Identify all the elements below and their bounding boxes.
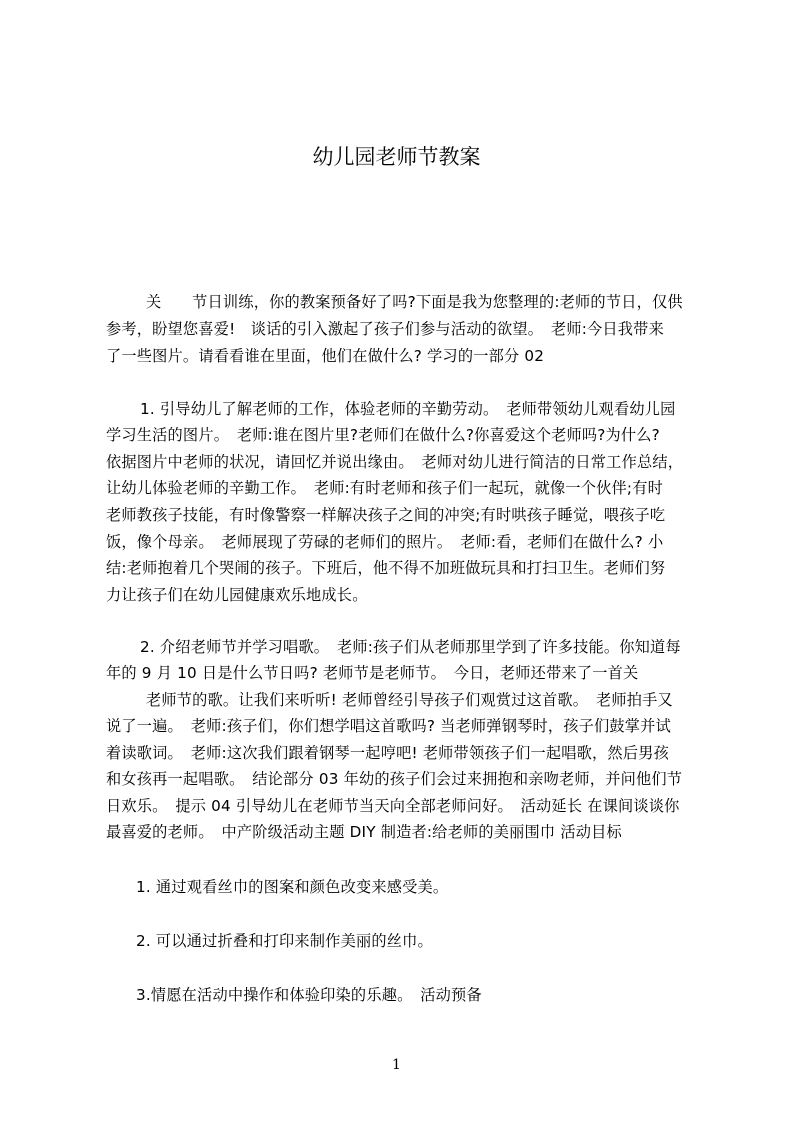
paragraph-line: 依据图片中老师的状况，请回忆并说出缘由。 老师对幼儿进行简洁的日常工作总结， xyxy=(106,453,684,471)
paragraph-line: 和女孩再一起唱歌。 结论部分 03 年幼的孩子们会过来拥抱和亲吻老师，并问他们节 xyxy=(106,770,683,788)
paragraph-line: 老师节的歌。让我们来听听! 老师曾经引导孩子们观赏过这首歌。 老师拍手又 xyxy=(146,691,673,709)
paragraph-line: 着读歌词。 老师:这次我们跟着钢琴一起哼吧! 老师带领孩子们一起唱歌，然后男孩 xyxy=(106,744,669,762)
paragraph-line: 关 节日训练，你的教案预备好了吗?下面是我为您整理的:老师的节日，仅供 xyxy=(146,293,683,311)
paragraph-line: 结:老师抱着几个哭闹的孩子。下班后，他不得不加班做玩具和打扫卫生。老师们努 xyxy=(106,559,666,577)
paragraph-line: 让幼儿体验老师的辛勤工作。 老师:有时老师和孩子们一起玩，就像一个伙伴;有时 xyxy=(106,479,663,497)
paragraph-line: 2. 介绍老师节并学习唱歌。 老师:孩子们从老师那里学到了许多技能。你知道每 xyxy=(140,638,681,656)
goal-item: 3.情愿在活动中操作和体验印染的乐趣。 活动预备 xyxy=(136,986,482,1004)
paragraph-line: 学习生活的图片。 老师:谁在图片里?老师们在做什么?你喜爱这个老师吗?为什么? xyxy=(106,426,660,444)
paragraph-line: 力让孩子们在幼儿园健康欢乐地成长。 xyxy=(106,586,368,604)
paragraph-line: 最喜爱的老师。 中产阶级活动主题 DIY 制造者:给老师的美丽围巾 活动目标 xyxy=(106,823,622,841)
paragraph-line: 说了一遍。 老师:孩子们，你们想学唱这首歌吗? 当老师弹钢琴时，孩子们鼓掌并试 xyxy=(106,717,671,735)
paragraph-line: 日欢乐。 提示 04 引导幼儿在老师节当天向全部老师问好。 活动延长 在课间谈谈你 xyxy=(106,797,680,815)
page-number: 1 xyxy=(392,1057,401,1073)
paragraph-line: 1. 引导幼儿了解老师的工作，体验老师的辛勤劳动。 老师带领幼儿观看幼儿园 xyxy=(140,400,676,418)
goal-item: 2. 可以通过折叠和打印来制作美丽的丝巾。 xyxy=(136,932,433,950)
paragraph-line: 老师教孩子技能，有时像警察一样解决孩子之间的冲突;有时哄孩子睡觉，喂孩子吃 xyxy=(106,506,666,524)
paragraph-line: 参考，盼望您喜爱! 谈话的引入激起了孩子们参与活动的欲望。 老师:今日我带来 xyxy=(106,320,664,338)
paragraph-line: 了一些图片。请看看谁在里面，他们在做什么? 学习的一部分 02 xyxy=(106,347,545,365)
document-title: 幼儿园老师节教案 xyxy=(312,145,481,169)
goal-item: 1. 通过观看丝巾的图案和颜色改变来感受美。 xyxy=(136,878,449,896)
paragraph-line: 饭，像个母亲。 老师展现了劳碌的老师们的照片。 老师:看，老师们在做什么? 小 xyxy=(106,533,664,551)
paragraph-line: 年的 9 月 10 日是什么节日吗? 老师节是老师节。 今日，老师还带来了一首关 xyxy=(106,664,639,682)
